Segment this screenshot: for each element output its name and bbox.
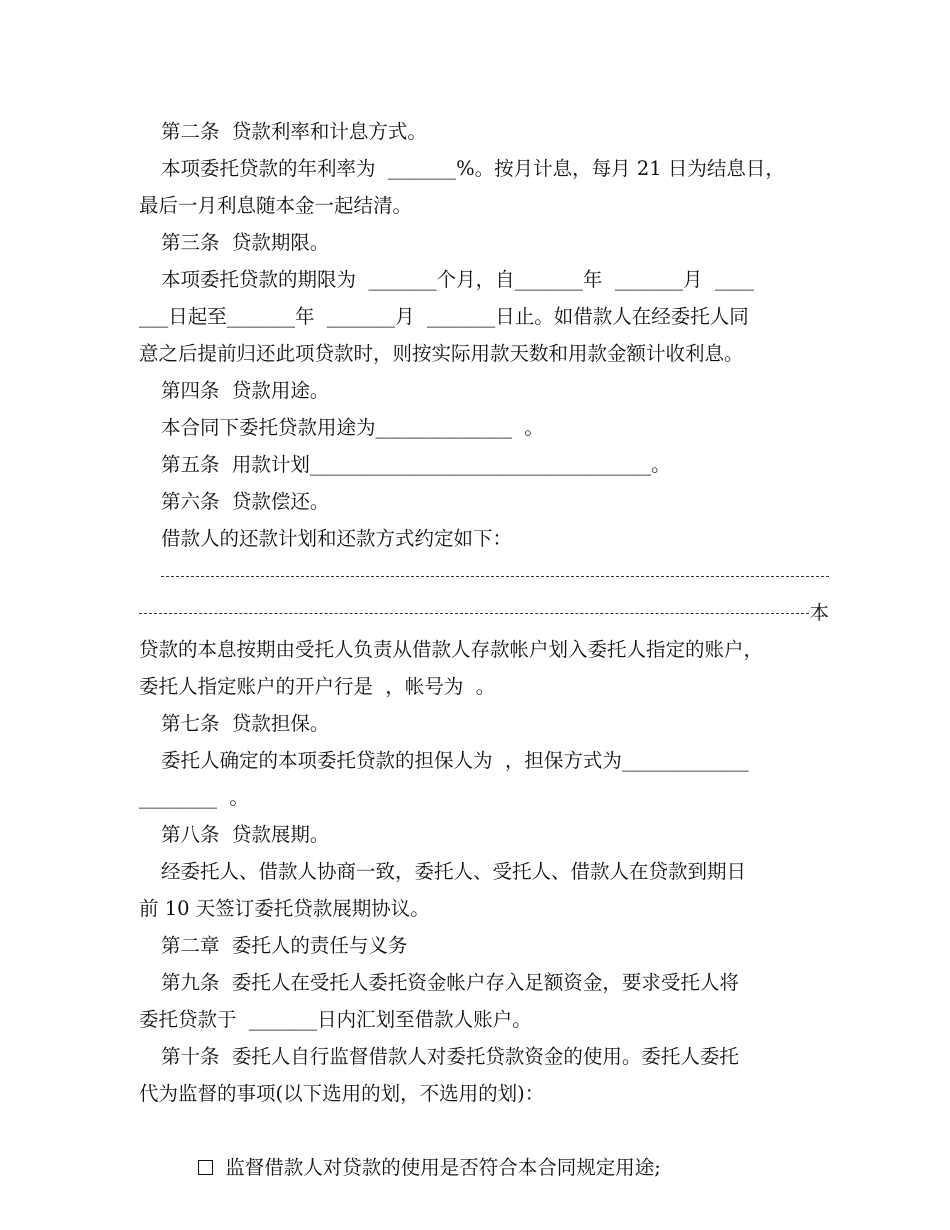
repayment-plan-blank-line-2 bbox=[139, 594, 829, 631]
checkbox-icon[interactable] bbox=[198, 1160, 213, 1175]
article-3-text-line-2: ___日起至_______年 _______月 _______日止。如借款人在经委托人同 bbox=[139, 305, 749, 328]
article-3-text-line-3: 意之后提前归还此项贷款时，则按实际用款天数和用款金额计收利息。 bbox=[139, 342, 744, 365]
article-5-text: 第五条 用款计划___________________________________。 bbox=[161, 453, 671, 476]
article-3-heading: 第三条 贷款期限。 bbox=[161, 231, 330, 254]
repayment-plan-blank-line-1 bbox=[139, 557, 829, 594]
article-10-text-line-2: 代为监督的事项(以下选用的划，不选用的划)： bbox=[139, 1082, 545, 1105]
article-6-text-line-2: 贷款的本息按期由受托人负责从借款人存款帐户划入委托人指定的账户， bbox=[139, 638, 764, 661]
article-9-text-line-1: 第九条 委托人在受托人委托资金帐户存入足额资金，要求受托人将 bbox=[161, 971, 739, 994]
article-8-heading: 第八条 贷款展期。 bbox=[161, 823, 330, 846]
article-2-text-line-1: 本项委托贷款的年利率为 _______%。按月计息，每月 21 日为结息日， bbox=[161, 157, 785, 180]
article-6-heading: 第六条 贷款偿还。 bbox=[161, 490, 330, 513]
article-3-text-line-1: 本项委托贷款的期限为 _______个月，自_______年 _______月 ____ bbox=[161, 268, 754, 291]
article-8-text-line-2: 前 10 天签订委托贷款展期协议。 bbox=[139, 897, 430, 920]
article-9-text-line-2: 委托贷款于 _______日内汇划至借款人账户。 bbox=[139, 1008, 532, 1031]
dash-fill bbox=[161, 576, 829, 577]
supervision-option-1 bbox=[139, 1112, 829, 1179]
article-10-text-line-1: 第十条 委托人自行监督借款人对委托贷款资金的使用。委托人委托 bbox=[161, 1045, 739, 1068]
dash-line-tail-text: 本 bbox=[809, 601, 829, 624]
article-7-text-line-1: 委托人确定的本项委托贷款的担保人为 ，担保方式为_____________ bbox=[161, 749, 749, 772]
chapter-2-heading: 第二章 委托人的责任与义务 bbox=[161, 934, 408, 957]
article-2-text-line-2: 最后一月利息随本金一起结清。 bbox=[139, 194, 413, 217]
supervision-option-1-label: 监督借款人对贷款的使用是否符合本合同规定用途; bbox=[225, 1156, 661, 1179]
dash-fill bbox=[139, 613, 809, 614]
article-6-text-line-1: 借款人的还款计划和还款方式约定如下： bbox=[161, 527, 513, 550]
article-8-text-line-1: 经委托人、借款人协商一致，委托人、受托人、借款人在贷款到期日 bbox=[161, 860, 747, 883]
article-6-text-line-3: 委托人指定账户的开户行是 ，帐号为 。 bbox=[139, 675, 496, 698]
article-7-text-line-2: ________ 。 bbox=[139, 786, 249, 809]
article-4-text: 本合同下委托贷款用途为______________ 。 bbox=[161, 416, 544, 439]
document-body bbox=[139, 113, 829, 1179]
article-7-heading: 第七条 贷款担保。 bbox=[161, 712, 330, 735]
article-4-heading: 第四条 贷款用途。 bbox=[161, 379, 330, 402]
article-2-heading: 第二条 贷款利率和计息方式。 bbox=[161, 120, 427, 143]
